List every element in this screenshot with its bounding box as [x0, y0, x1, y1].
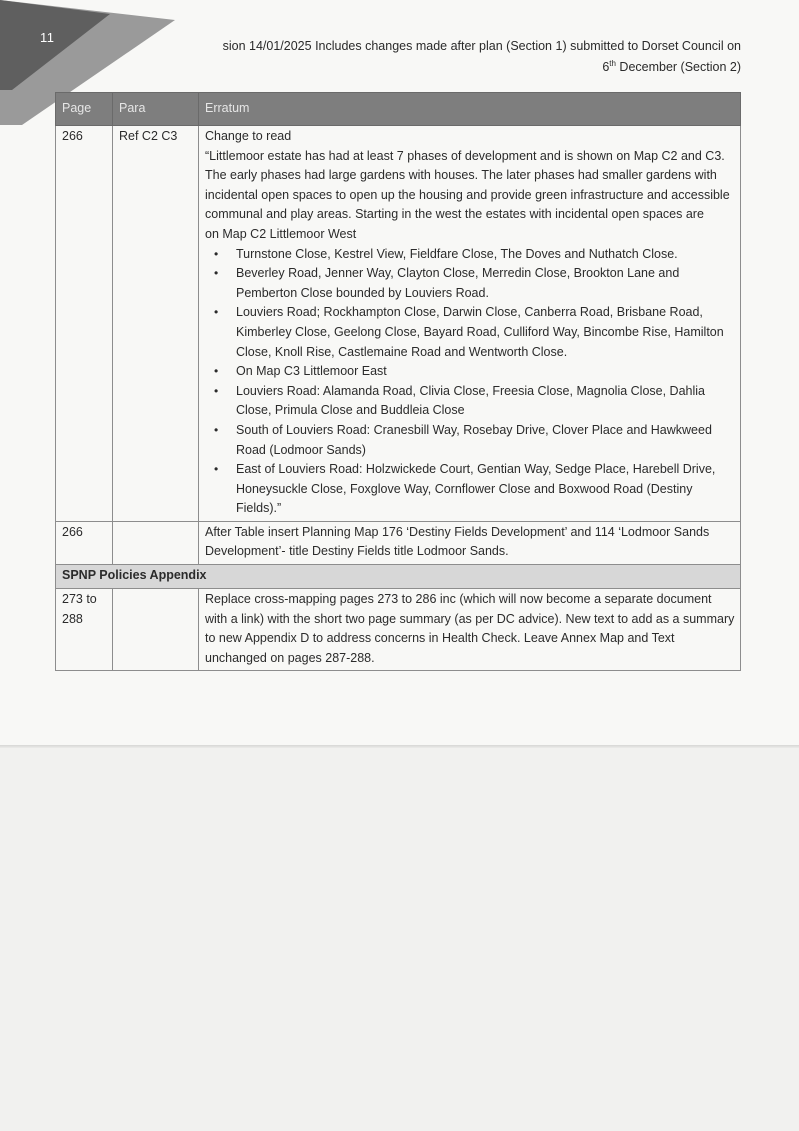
cell-page: 266: [56, 521, 113, 564]
list-item: • Louviers Road: Alamanda Road, Clivia Close, Freesia Close, Magnolia Close, Dahlia Close, Primula Close and Buddleia Close: [236, 382, 735, 421]
header-line-2: [141, 55, 741, 76]
list-item: • Turnstone Close, Kestrel View, Fieldfare Close, The Doves and Nuthatch Close.: [236, 245, 735, 265]
cell-para: [113, 521, 199, 564]
list-item: • Louviers Road; Rockhampton Close, Darwin Close, Canberra Road, Brisbane Road, Kimberley Close, Geelong Close, Bayard Road, Culliford Way, Bincombe Rise, Hamilton Close, Knoll Rise, Castlemaine Road and Wentworth Close.: [236, 303, 735, 362]
table-row: [56, 521, 741, 564]
cell-erratum: After Table insert Planning Map 176 ‘Destiny Fields Development’ and 114 ‘Lodmoor Sands Development’- title Destiny Fields title Lodmoor Sands.: [199, 521, 741, 564]
list-item: • South of Louviers Road: Cranesbill Way, Rosebay Drive, Clover Place and Hawkweed Road (Lodmoor Sands): [236, 421, 735, 460]
list-item: • East of Louviers Road: Holzwickede Court, Gentian Way, Sedge Place, Harebell Drive, Honeysuckle Close, Foxglove Way, Cornflower Close and Boxwood Road (Destiny Fields).”: [236, 460, 735, 519]
scan-edge: [0, 745, 799, 748]
cell-erratum: [199, 126, 741, 522]
table-row: [56, 126, 741, 522]
page-number: 11: [40, 30, 55, 45]
header-date-day: 6: [602, 60, 610, 75]
document-header: [141, 38, 741, 76]
section-heading-row: [56, 565, 741, 589]
estate-list: [205, 245, 735, 519]
table-header-row: [56, 93, 741, 126]
erratum-line: on Map C2 Littlemoor West: [205, 226, 357, 241]
table-row: [56, 589, 741, 671]
cell-erratum: Replace cross-mapping pages 273 to 286 inc (which will now become a separate document with a link) with the short two page summary (as per DC advice). New text to add as a summary to new Appendix D to address concerns in Health Check. Leave Annex Map and Text unchanged on pages 287-288.: [199, 589, 741, 671]
column-header-page: Page: [56, 93, 113, 126]
header-line-1: sion 14/01/2025 Includes changes made after plan (Section 1) submitted to Dorset Council on: [222, 39, 741, 53]
cell-page: 273 to 288: [56, 589, 113, 671]
erratum-quote: “Littlemoor estate has had at least 7 phases of development and is shown on Map C2 and C3. The early phases had large gardens with houses. The later phases had smaller gardens with incidental open spaces to open up the housing and provide green infrastructure and accessible communal and play areas. Starting in the west the estates with incidental open spaces are: [205, 148, 730, 222]
column-header-erratum: Erratum: [199, 93, 741, 126]
header-date-suffix: th: [609, 59, 616, 68]
header-date-rest: December (Section 2): [615, 60, 741, 75]
list-item: • On Map C3 Littlemoor East: [236, 362, 735, 382]
cell-para: [113, 589, 199, 671]
column-header-para: Para: [113, 93, 199, 126]
errata-table: [55, 92, 741, 671]
section-heading: SPNP Policies Appendix: [56, 565, 741, 589]
list-item: • Beverley Road, Jenner Way, Clayton Close, Merredin Close, Brookton Lane and Pemberton Close bounded by Louviers Road.: [236, 264, 735, 303]
erratum-line: Change to read: [205, 129, 292, 143]
cell-para: Ref C2 C3: [113, 126, 199, 522]
cell-page: 266: [56, 126, 113, 522]
